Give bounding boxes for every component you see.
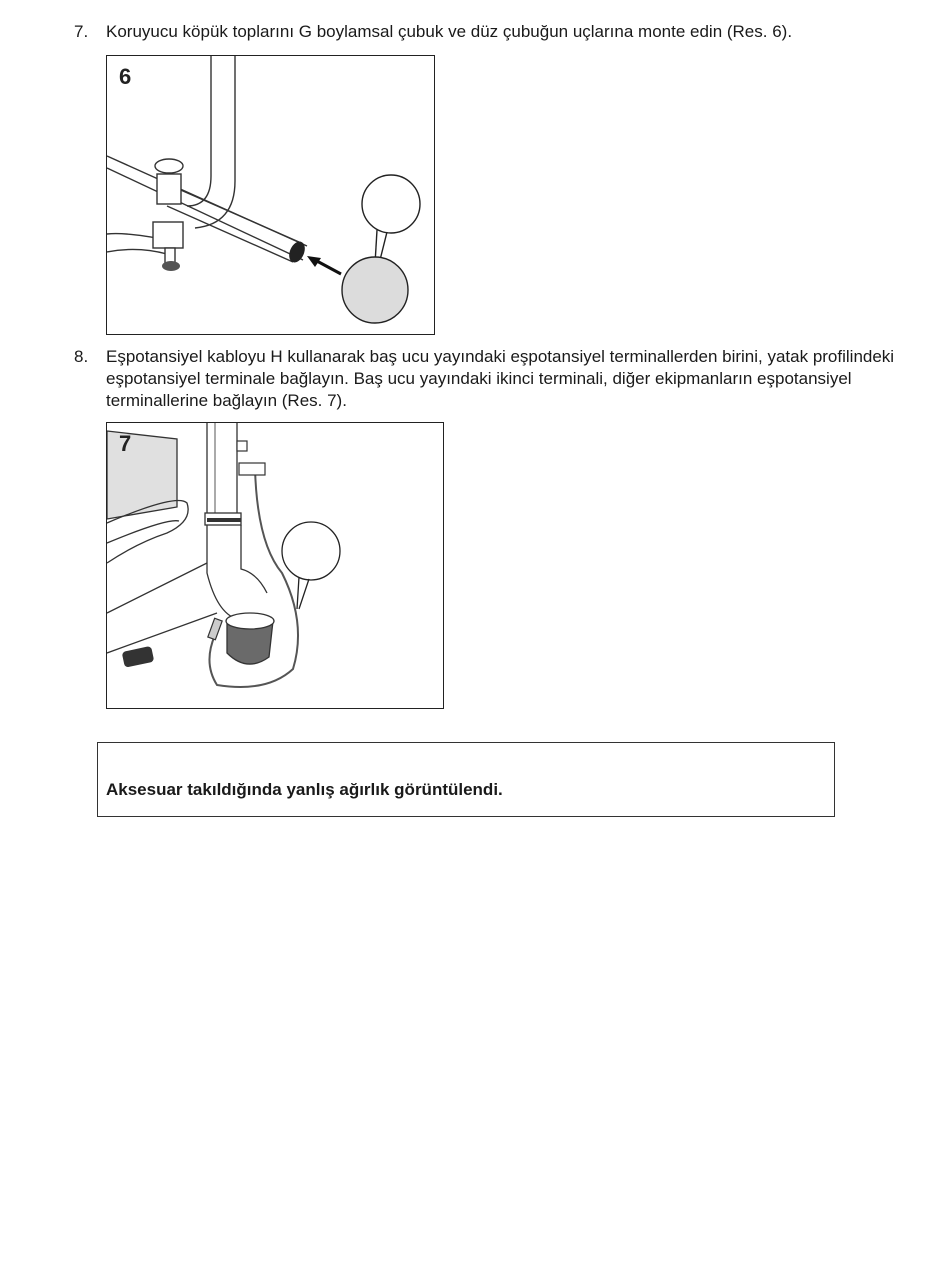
figure-label: 6 bbox=[119, 64, 132, 89]
figure-6-illustration bbox=[107, 56, 434, 334]
figure-7 bbox=[106, 422, 444, 709]
step-text: Eşpotansiyel kabloyu H kullanarak baş ucu yayındaki eşpotansiyel terminallerden birini, yatak profilindeki eşpotansiyel terminale bağlayın. Baş ucu yayındaki ikinci terminali, diğer ekipmanların eşpotansiyel terminallerine bağlayın (Res. 7). bbox=[106, 347, 895, 410]
step-text: Koruyucu köpük toplarını G boylamsal çubuk ve düz çubuğun uçlarına monte edin (Res. 6). bbox=[106, 22, 793, 41]
note-text: Aksesuar takıldığında yanlış ağırlık görüntülendi. bbox=[106, 780, 503, 799]
step-number: 8. bbox=[74, 347, 89, 366]
step-number: 7. bbox=[74, 22, 89, 41]
figure-7-illustration bbox=[107, 423, 443, 708]
figure-label: 7 bbox=[119, 431, 132, 456]
figure-6 bbox=[106, 55, 435, 335]
note-box bbox=[97, 742, 835, 817]
